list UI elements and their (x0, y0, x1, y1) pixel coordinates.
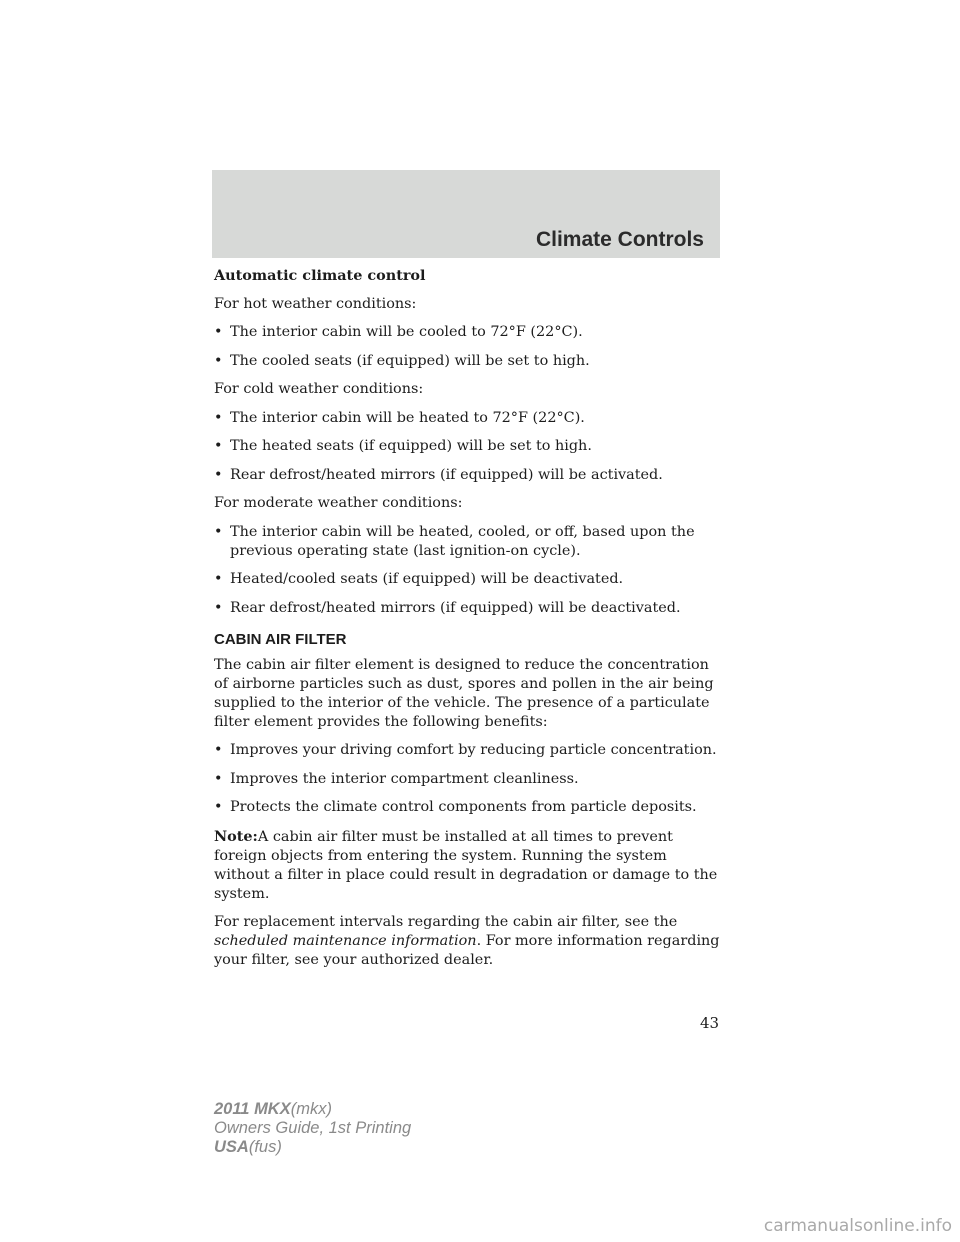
note-label: Note: (214, 827, 258, 845)
subsection-heading: Automatic climate control (214, 267, 426, 284)
list-item: • The interior cabin will be cooled to 72°F (22°C). (214, 324, 583, 340)
page-content (214, 266, 724, 980)
page-number: 43 (700, 1014, 720, 1032)
watermark: carmanualsonline.info (763, 1216, 952, 1236)
cabin-filter-heading: CABIN AIR FILTER (214, 630, 347, 648)
list-item: • Protects the climate control components from particle deposits. (214, 799, 697, 815)
list-item: • The interior cabin will be heated, cooled, or off, based upon the previous operating state (last ignition-on cycle). (214, 523, 695, 559)
list-item: • Rear defrost/heated mirrors (if equipped) will be deactivated. (214, 599, 681, 616)
section-title: Climate Controls (535, 228, 704, 251)
print-footer: 2011 MKX(mkx) Owners Guide, 1st Printing USA(fus) (214, 1100, 412, 1156)
section-header-band (212, 170, 720, 258)
list-item: • Improves your driving comfort by reducing particle concentration. (214, 742, 717, 758)
moderate-weather-intro: For moderate weather conditions: (214, 495, 463, 511)
list-item: • The interior cabin will be heated to 72°F (22°C). (214, 409, 585, 426)
list-item: • The heated seats (if equipped) will be set to high. (214, 438, 592, 454)
list-item: • Improves the interior compartment cleanliness. (214, 770, 579, 787)
hot-weather-intro: For hot weather conditions: (214, 295, 417, 312)
cabin-filter-paragraph: The cabin air filter element is designed to reduce the concentration of airborne particles such as dust, spores and pollen in the air being supplied to the interior of the vehicle. The presence of a particulate filter element provides the following benefits: (214, 656, 714, 730)
list-item: • Rear defrost/heated mirrors (if equipped) will be activated. (214, 466, 663, 483)
list-item: • The cooled seats (if equipped) will be set to high. (214, 352, 590, 369)
list-item: • Heated/cooled seats (if equipped) will be deactivated. (214, 571, 624, 587)
replacement-paragraph: For replacement intervals regarding the cabin air filter, see the scheduled maintenance information. For more information regarding your filter, see your authorized dealer. (214, 914, 720, 968)
note-paragraph (214, 827, 724, 904)
maintenance-reference: scheduled maintenance information (214, 933, 477, 949)
note-text: A cabin air filter must be installed at all times to prevent foreign objects from entering the system. Running the system without a filter in place could result in degradation or damage to the system. (214, 828, 718, 902)
cold-weather-intro: For cold weather conditions: (214, 381, 424, 397)
